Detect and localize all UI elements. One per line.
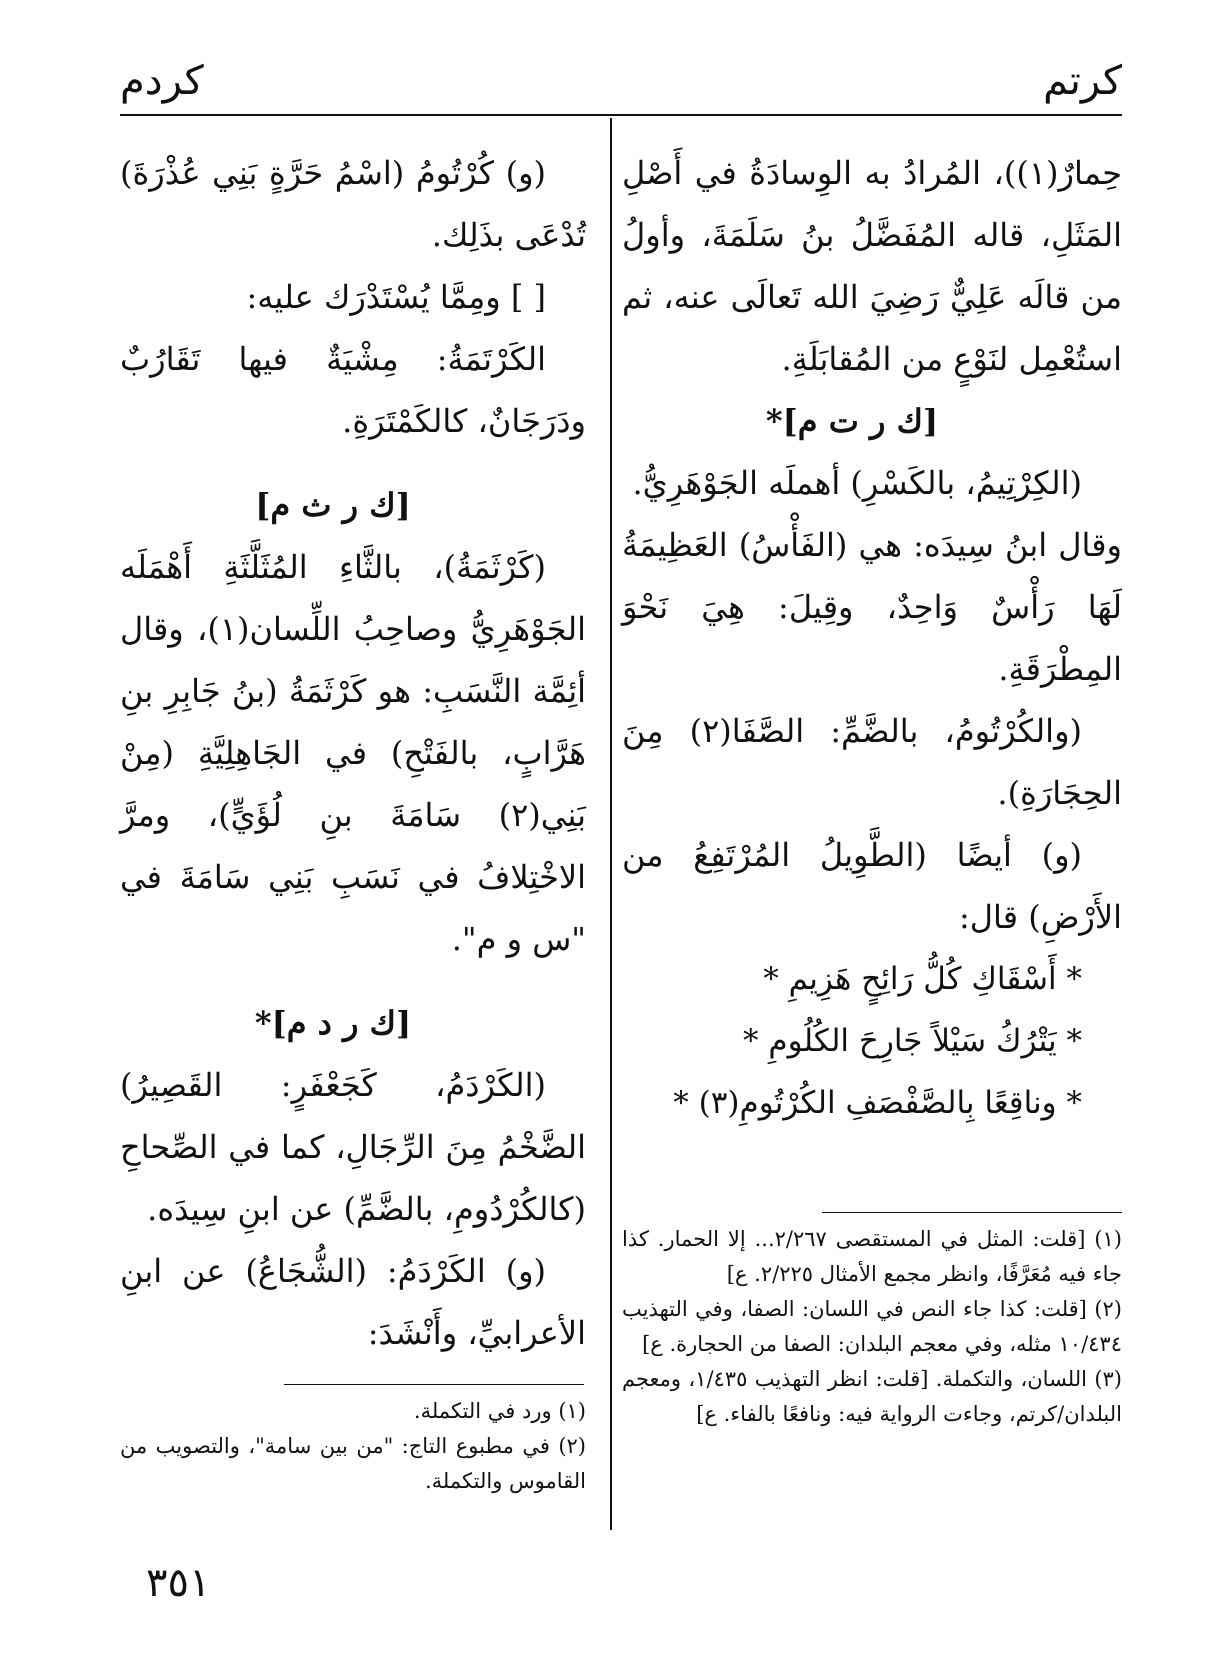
header-entry-word-right: كرتم xyxy=(1043,58,1122,104)
verse-line: * يَتْرُكُ سَيْلاً جَارِحَ الكُلُومِ * xyxy=(743,1023,1082,1059)
paragraph: (كَرْثَمَةُ)، بالثَّاءِ المُثَلَّثَةِ أَهْمَلَه الجَوْهَرِيُّ وصاحِبُ اللِّسان(١)، وقال أئِمَّة النَّسَبِ: هو كَرْثَمَةُ (بنُ جَابِرِ بنِ هَرَّابٍ، بالفَتْحِ) في الجَاهِلِيَّةِ (مِنْ بَنِي(٢) سَامَةَ بنِ لُؤَيٍّ)، ومرَّ الاخْتِلافُ في نَسَبِ بَنِي سَامَةَ في "س و م". xyxy=(120,548,586,958)
column-divider xyxy=(610,118,612,1530)
paragraph: (و) الكَرْدَمُ: (الشُّجَاعُ) عن ابنِ الأعرابيِّ، وأَنْشَدَ: xyxy=(120,1252,586,1352)
footnote-rule xyxy=(822,1212,1122,1213)
footnote-rule xyxy=(284,1384,584,1385)
verse-line: * أَسْقَاكِ كُلُّ رَائِحٍ هَزِيمِ * xyxy=(763,961,1082,997)
paragraph: [ ] ومِمَّا يُسْتَدْرَك عليه: xyxy=(246,278,546,316)
right-column xyxy=(622,142,1122,1134)
left-footnotes xyxy=(120,1394,586,1499)
page-number: ٣٥١ xyxy=(146,1560,211,1606)
footnote: (٢) في مطبوع التاج: "من بين سامة"، والتصويب من القاموس والتكملة. xyxy=(120,1434,586,1493)
footnote: (١) [قلت: المثل في المستقصى ٢/٢٦٧... إلا الحمار. كذا جاء فيه مُعَرَّفًا، وانظر مجمع الأمثال ٢/٢٢٥. ع] xyxy=(622,1227,1122,1286)
paragraph: الكَرْتَمَةُ: مِشْيَةٌ فيها تَقَارُبٌ ودَرَجَانٌ، كالكَمْتَرَةِ. xyxy=(120,340,586,440)
header-rule xyxy=(120,114,1122,116)
entry-heading: [ك ر د م]* xyxy=(254,1004,412,1042)
right-footnotes xyxy=(622,1222,1122,1432)
footnote: (٣) اللسان، والتكملة. [قلت: انظر التهذيب ١/٤٣٥، ومعجم البلدان/كرتم، وجاءت الرواية فيه: ونافعًا بالفاء. ع] xyxy=(622,1367,1122,1426)
entry-heading: [ك ر ث م] xyxy=(255,486,411,524)
paragraph: (و) أيضًا (الطَّوِيلُ المُرْتَفِعُ من الأَرْضِ) قال: xyxy=(622,836,1122,936)
footnote: (١) ورد في التكملة. xyxy=(413,1399,586,1423)
paragraph: حِمارٌ(١))، المُرادُ به الوِسادَةُ في أَصْلِ المَثَلِ، قاله المُفَضَّلُ بنُ سَلَمَةَ، وأولُ من قالَه عَلِيٌّ رَضِيَ الله تَعالَى عنه، ثم استُعْمِل لنَوْعٍ من المُقابَلَةِ. xyxy=(622,154,1122,378)
footnote: (٢) [قلت: كذا جاء النص في اللسان: الصفا، وفي التهذيب ١٠/٤٣٤ مثله، وفي معجم البلدان: الصفا من الحجارة. ع] xyxy=(622,1297,1122,1356)
header-entry-word-left: كردم xyxy=(120,58,204,104)
left-column xyxy=(120,142,586,1364)
paragraph: (الكِرْتِيمُ، بالكَسْرِ) أهملَه الجَوْهَرِيُّ. xyxy=(632,464,1082,502)
paragraph: وقال ابنُ سِيدَه: هي (الفَأْسُ) العَظِيمَةُ لَهَا رَأْسٌ وَاحِدٌ، وقِيلَ: هِيَ نَحْوَ المِطْرَقَةِ. xyxy=(622,526,1122,688)
verse-line: * وناقِعًا بِالصَّفْصَفِ الكُرْتُومِ(٣) * xyxy=(673,1085,1082,1121)
entry-heading: [ك ر ت م]* xyxy=(765,402,939,440)
paragraph: (والكُرْتُومُ، بالضَّمِّ: الصَّفَا(٢) مِنَ الحِجَارَةِ). xyxy=(622,712,1122,812)
paragraph: (و) كُرْتُومُ (اسْمُ حَرَّةٍ بَنِي عُذْرَةَ) تُدْعَى بذَلِك. xyxy=(120,154,586,254)
paragraph: (الكَرْدَمُ، كَجَعْفَرٍ: القَصِيرُ) الضَّخْمُ مِنَ الرِّجَالِ، كما في الصِّحاحِ (كالكُرْدُومِ، بالضَّمِّ) عن ابنِ سِيدَه. xyxy=(120,1066,586,1228)
